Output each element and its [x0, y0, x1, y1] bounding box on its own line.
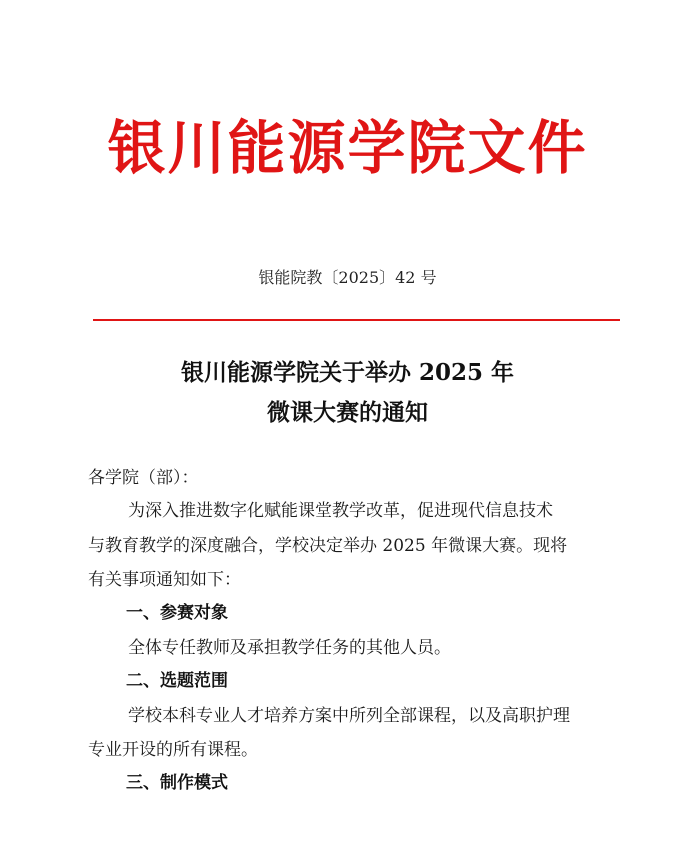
notice-title-line-1: 银川能源学院关于举办 2025 年 [180, 359, 515, 386]
section-topic-scope-line-2: 专业开设的所有课程。 [88, 740, 258, 760]
salutation: 各学院（部）： [88, 468, 199, 488]
section-participants-text: 全体专任教师及承担教学任务的其他人员。 [128, 638, 451, 658]
red-divider-rule [93, 319, 620, 321]
notice-title-line-2: 微课大赛的通知 [267, 399, 428, 426]
section-topic-scope-line-1: 学校本科专业人才培养方案中所列全部课程，以及高职护理 [128, 706, 570, 726]
intro-paragraph-line-1: 为深入推进数字化赋能课堂教学改革，促进现代信息技术 [128, 501, 553, 521]
document-number: 银能院教〔2025〕42 号 [258, 268, 437, 287]
section-heading-production-mode: 三、制作模式 [126, 773, 228, 793]
section-heading-participants: 一、参赛对象 [126, 603, 228, 623]
intro-paragraph-line-2: 与教育教学的深度融合，学校决定举办 2025 年微课大赛。现将 [88, 536, 568, 556]
document-header-title: 银川能源学院文件 [107, 114, 588, 182]
section-heading-topic-scope: 二、选题范围 [126, 671, 228, 691]
intro-paragraph-line-3: 有关事项通知如下： [88, 570, 241, 590]
